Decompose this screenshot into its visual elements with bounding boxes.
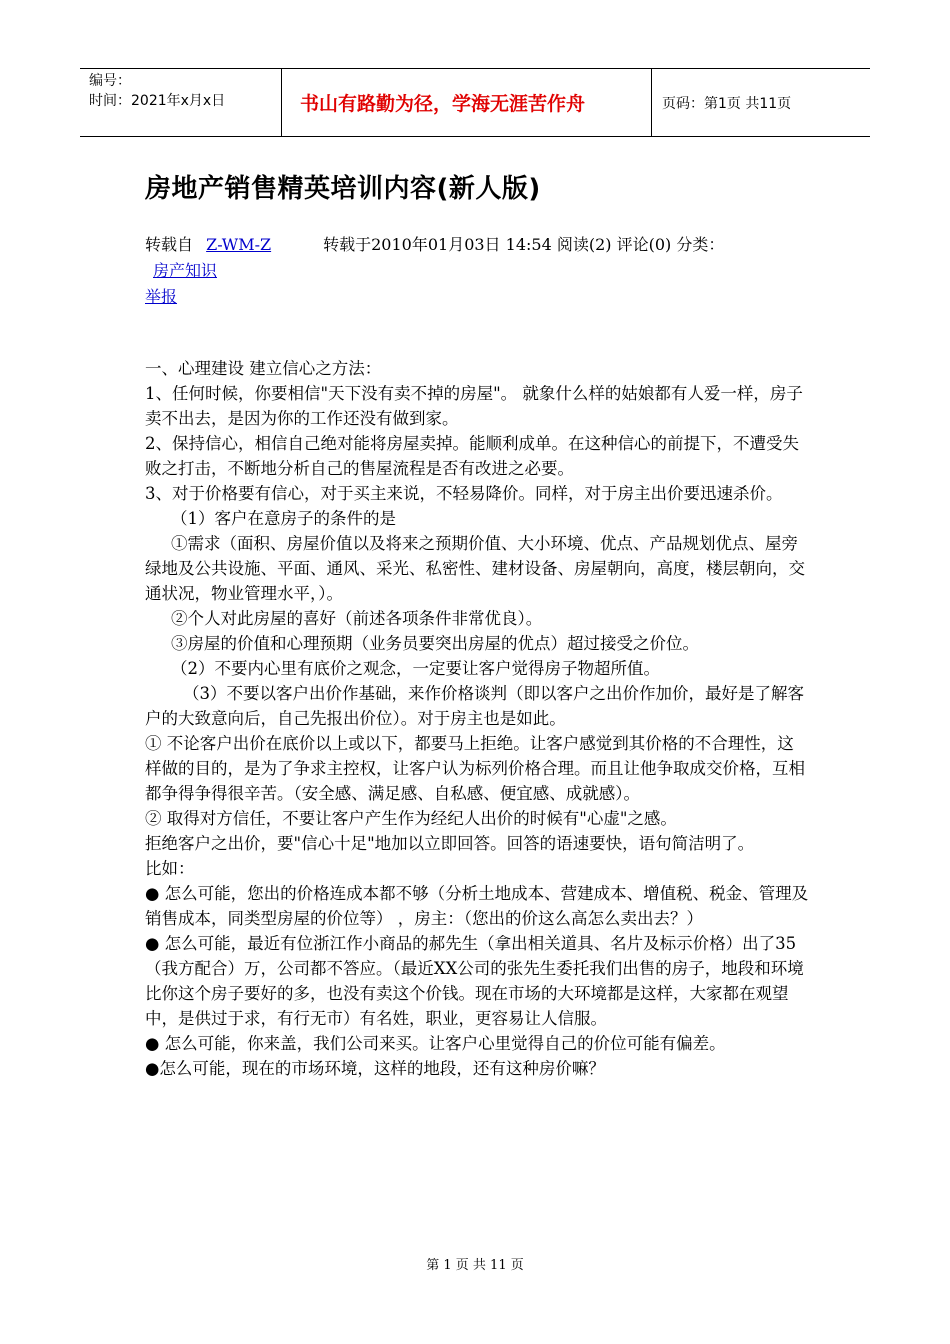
header-motto-cell <box>282 69 652 136</box>
article-body <box>145 356 810 1081</box>
body-paragraph: ① 不论客户出价在底价以上或以下，都要马上拒绝。让客户感觉到其价格的不合理性，这样做的目的，是为了争求主控权，让客户认为标列价格合理。而且让他争取成交价格，互相都争得争得很辛苦。（安全感、满足感、自私感、便宜感、成就感）。 <box>145 734 805 803</box>
source-link[interactable]: Z-WM-Z <box>206 235 272 254</box>
reprint-info: 转载于2010年01月03日 14:54 阅读(2) 评论(0) 分类： <box>323 235 725 254</box>
body-paragraph: 拒绝客户之出价，要"信心十足"地加以立即回答。回答的语速要快，语句简洁明了。 <box>145 834 755 853</box>
body-paragraph: ● 怎么可能，您出的价格连成本都不够（分析土地成本、营建成本、增值税、税金、管理及销售成本，同类型房屋的价位等） ，房主：（您出的价这么高怎么卖出去？） <box>145 884 809 928</box>
time-label: 时间：2021年x月x日 <box>89 93 226 109</box>
body-paragraph: ② 取得对方信任，不要让客户产生作为经纪人出价的时候有"心虚"之感。 <box>145 809 677 828</box>
page-title: 房地产销售精英培训内容(新人版) <box>145 174 541 204</box>
body-paragraph: 2、保持信心，相信自己绝对能将房屋卖掉。能顺利成单。在这种信心的前提下，不遭受失败之打击，不断地分析自己的售屋流程是否有改进之必要。 <box>145 434 799 478</box>
body-paragraph: 比如： <box>145 859 195 878</box>
motto-text: 书山有路勤为径，学海无涯苦作舟 <box>300 93 586 115</box>
page-footer: 第 1 页 共 11 页 <box>426 1258 524 1273</box>
body-paragraph: 3、对于价格要有信心，对于买主来说，不轻易降价。同样，对于房主出价要迅速杀价。 <box>145 484 783 503</box>
body-paragraph: 1、任何时候，你要相信"天下没有卖不掉的房屋"。 就象什么样的姑娘都有人爱一样，房子卖不出去，是因为你的工作还没有做到家。 <box>145 384 803 428</box>
body-paragraph: ③房屋的价值和心理预期（业务员要突出房屋的优点）超过接受之价位。 <box>171 634 699 653</box>
body-paragraph: （2）不要内心里有底价之观念，一定要让客户觉得房子物超所值。 <box>171 659 660 678</box>
header-info-cell <box>80 69 282 136</box>
body-paragraph: （3）不要以客户出价作基础，来作价格谈判（即以客户之出价作加价，最好是了解客户的大致意向后，自己先报出价位）。对于房主也是如此。 <box>145 684 804 728</box>
article-meta <box>145 232 825 310</box>
body-paragraph: ● 怎么可能，你来盖，我们公司来买。让客户心里觉得自己的价位可能有偏差。 <box>145 1034 726 1053</box>
category-link[interactable]: 房产知识 <box>153 261 218 280</box>
report-link[interactable]: 举报 <box>145 287 178 306</box>
source-prefix: 转载自 <box>145 235 194 254</box>
body-paragraph: ②个人对此房屋的喜好（前述各项条件非常优良）。 <box>171 609 543 628</box>
body-paragraph: ● 怎么可能，最近有位浙江作小商品的郝先生（拿出相关道具、名片及标示价格）出了35（我方配合）万，公司都不答应。（最近XX公司的张先生委托我们出售的房子，地段和环境比你这个房子要好的多，也没有卖这个价钱。现在市场的大环境都是这样，大家都在观望中，是供过于求，有行无市）有名姓，职业，更容易让人信服。 <box>145 934 804 1028</box>
body-paragraph: ●怎么可能，现在的市场环境，这样的地段，还有这种房价嘛？ <box>145 1059 605 1078</box>
document-header <box>80 68 870 137</box>
body-paragraph: （1）客户在意房子的条件的是 <box>171 509 396 528</box>
header-page-cell <box>652 69 870 136</box>
number-label: 编号： <box>89 73 131 89</box>
body-paragraph: ①需求（面积、房屋价值以及将来之预期价值、大小环境、优点、产品规划优点、屋旁绿地及公共设施、平面、通风、采光、私密性、建材设备、房屋朝向，高度，楼层朝向，交通状况，物业管理水平，）。 <box>145 534 805 603</box>
body-paragraph: 一、心理建设 建立信心之方法： <box>145 359 382 378</box>
page-code: 页码：第1页 共11页 <box>662 95 792 112</box>
